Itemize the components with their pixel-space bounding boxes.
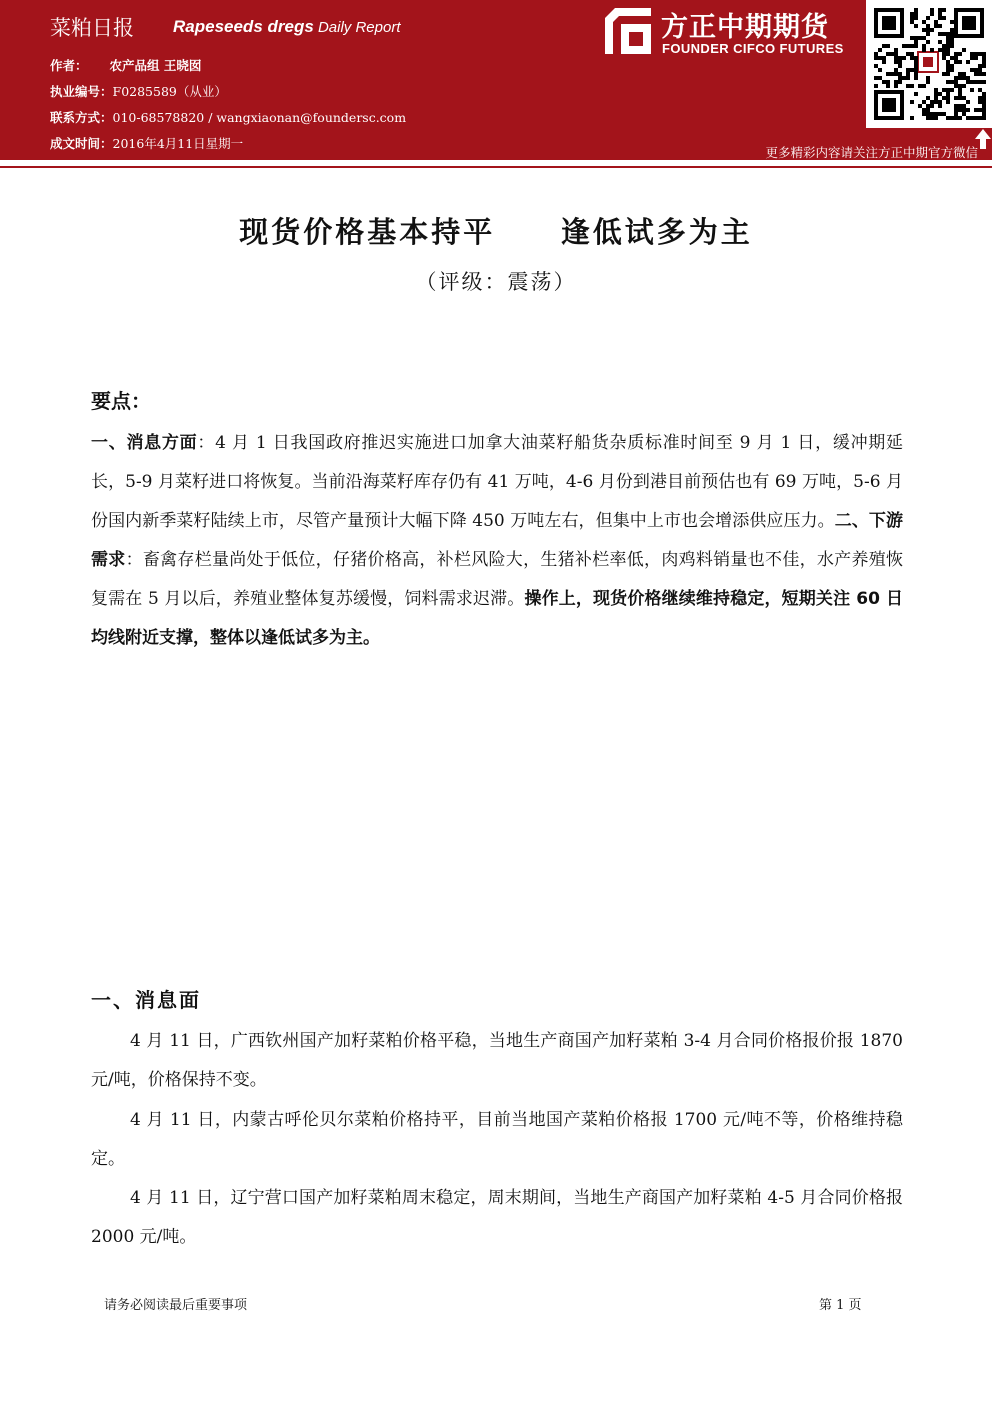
strategy-conclusion: 操作上，现货价格继续维持稳定，短期关注 60 日均线附近支撑，整体以逢低试多为主。 [91, 589, 904, 648]
news-aspect-text: ：4 月 1 日我国政府推迟实施进口加拿大油菜籽船货杂质标准时间至 9 月 1 日，缓冲期延长，5-9 月菜籽进口将恢复。当前沿海菜籽库存仍有 41 万吨，4-6 月份到港目前预估也有 69 万吨，5-6 月份国内新季菜籽陆续上市，尽管产量预计大幅下降 450 万吨左右，但集中上市也会增添供应压力。 [91, 433, 904, 531]
news-item: 4 月 11 日，内蒙古呼伦贝尔菜粕价格持平，目前当地国产菜粕价格报 1700 元/吨不等，价格维持稳定。 [91, 1110, 903, 1169]
author-line [50, 56, 201, 74]
key-points-heading: 要点： [91, 389, 151, 413]
contact-line [50, 108, 406, 126]
news-item: 4 月 11 日，辽宁营口国产加籽菜粕周末稳定，周末期间，当地生产商国产加籽菜粕 4-5 月合同价格报 2000 元/吨。 [91, 1188, 903, 1247]
news-item: 4 月 11 日，广西钦州国产加籽菜粕价格平稳，当地生产商国产加籽菜粕 3-4 月合同价格报价报 1870 元/吨，价格保持不变。 [91, 1031, 903, 1090]
author-label: 作者： [50, 58, 88, 73]
downstream-label: 二、下游需求 [91, 511, 903, 570]
report-title-cn: 菜粕日报 [50, 16, 134, 40]
brand-name-cn: 方正中期期货 [661, 12, 829, 43]
key-points-paragraph [91, 424, 903, 658]
report-title-en-bold: Rapeseeds dregs [173, 17, 314, 36]
rating-text: （评级：震荡） [415, 270, 577, 294]
footer-notice: 请务必阅读最后重要事项 [104, 1298, 248, 1313]
report-title-en-rest: Daily Report [313, 19, 401, 36]
license-label: 执业编号： [50, 84, 113, 99]
date-line [50, 134, 243, 152]
report-header [0, 0, 992, 160]
contact-label: 联系方式： [50, 110, 113, 125]
page-number: 第 1 页 [819, 1298, 862, 1313]
page-title: 现货价格基本持平 逢低试多为主 [239, 215, 753, 249]
header-divider [0, 166, 992, 168]
news-aspect-label: 一、消息方面 [91, 433, 198, 453]
follow-wechat-text: 更多精彩内容请关注方正中期官方微信 [765, 145, 978, 160]
date-value: 2016年4月11日星期一 [112, 136, 244, 151]
report-title-en [173, 17, 401, 37]
contact-value: 010-68578820 / wangxiaonan@foundersc.com [112, 110, 407, 125]
brand-name-en: FOUNDER CIFCO FUTURES [662, 41, 844, 56]
news-section-heading: 一、消息面 [91, 988, 201, 1012]
author-value: 农产品组 王晓囡 [109, 58, 202, 73]
downstream-text: ：畜禽存栏量尚处于低位，仔猪价格高，补栏风险大，生猪补栏率低，肉鸡料销量也不佳，水产养殖恢复需在 5 月以后，养殖业整体复苏缓慢，饲料需求迟滞。 [91, 550, 904, 609]
founder-logo-icon [605, 8, 651, 54]
qr-code-icon [866, 0, 992, 128]
license-line [50, 82, 227, 100]
date-label: 成文时间： [50, 136, 113, 151]
license-value: F0285589（从业） [112, 84, 227, 99]
